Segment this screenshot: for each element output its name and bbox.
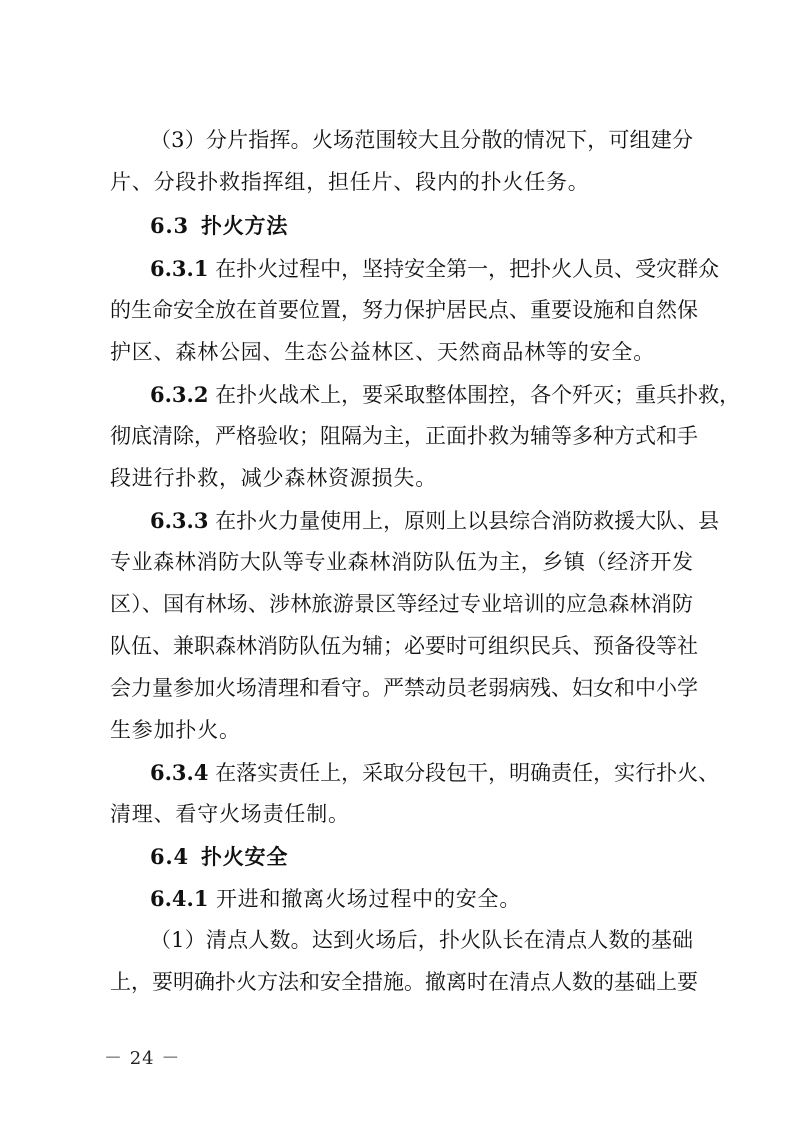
- section-heading-6-4: [150, 846, 288, 868]
- clause-number: 6.3.2: [150, 382, 209, 407]
- clause-number: 6.4.1: [150, 886, 209, 911]
- clause-number: 6.3.4: [150, 760, 209, 785]
- section-number: 6.4: [150, 844, 189, 869]
- section-title: 扑火方法: [200, 214, 289, 238]
- page-number: － 24 －: [104, 1048, 181, 1069]
- clause-6-3-1-line-2: 的生命安全放在首要位置，努力保护居民点、重要设施和自然保: [110, 298, 698, 322]
- clause-text: 开进和撤离火场过程中的安全。: [215, 887, 522, 911]
- paragraph-3-line-1: （3）分片指挥。火场范围较大且分散的情况下，可组建分: [150, 128, 693, 152]
- section-heading-6-3: [150, 215, 288, 237]
- section-title: 扑火安全: [200, 845, 289, 869]
- clause-6-3-1-line-1: [150, 256, 720, 281]
- clause-text: 在扑火过程中，坚持安全第一，把扑火人员、受灾群众: [215, 257, 720, 281]
- paragraph-1-line-1: （1）清点人数。达到火场后，扑火队长在清点人数的基础: [150, 928, 693, 952]
- clause-6-3-2-line-3: 段进行扑救，减少森林资源损失。: [110, 466, 437, 490]
- clause-text: 在扑火力量使用上，原则上以县综合消防救援大队、县: [215, 509, 720, 533]
- paragraph-1-line-2: 上，要明确扑火方法和安全措施。撤离时在清点人数的基础上要: [110, 970, 698, 994]
- clause-6-3-3-line-2: 专业森林消防大队等专业森林消防队伍为主，乡镇（经济开发: [110, 550, 693, 574]
- clause-text: 在扑火战术上，要采取整体围控，各个歼灭；重兵扑救，: [215, 383, 741, 407]
- clause-6-3-3-line-1: [150, 508, 720, 533]
- clause-6-4-1-line-1: [150, 888, 521, 910]
- clause-6-3-1-line-3: 护区、森林公园、生态公益林区、天然商品林等的安全。: [110, 340, 655, 364]
- clause-6-3-2-line-2: 彻底清除，严格验收；阻隔为主，正面扑救为辅等多种方式和手: [110, 424, 698, 448]
- clause-number: 6.3.3: [150, 508, 209, 533]
- clause-6-3-4-line-1: [150, 760, 720, 785]
- clause-6-3-2-line-1: [150, 382, 741, 407]
- clause-number: 6.3.1: [150, 256, 209, 281]
- clause-6-3-3-line-4: 队伍、兼职森林消防队伍为辅；必要时可组织民兵、预备役等社: [110, 634, 698, 658]
- clause-6-3-3-line-5: 会力量参加火场清理和看守。严禁动员老弱病残、妇女和中小学: [110, 676, 698, 700]
- clause-6-3-3-line-3: 区）、国有林场、涉林旅游景区等经过专业培训的应急森林消防: [110, 592, 693, 616]
- clause-text: 在落实责任上，采取分段包干，明确责任，实行扑火、: [215, 761, 720, 785]
- section-number: 6.3: [150, 213, 189, 238]
- paragraph-3-line-2: 片、分段扑救指挥组，担任片、段内的扑火任务。: [110, 170, 590, 194]
- clause-6-3-3-line-6: 生参加扑火。: [110, 718, 241, 742]
- clause-6-3-4-line-2: 清理、看守火场责任制。: [110, 802, 350, 826]
